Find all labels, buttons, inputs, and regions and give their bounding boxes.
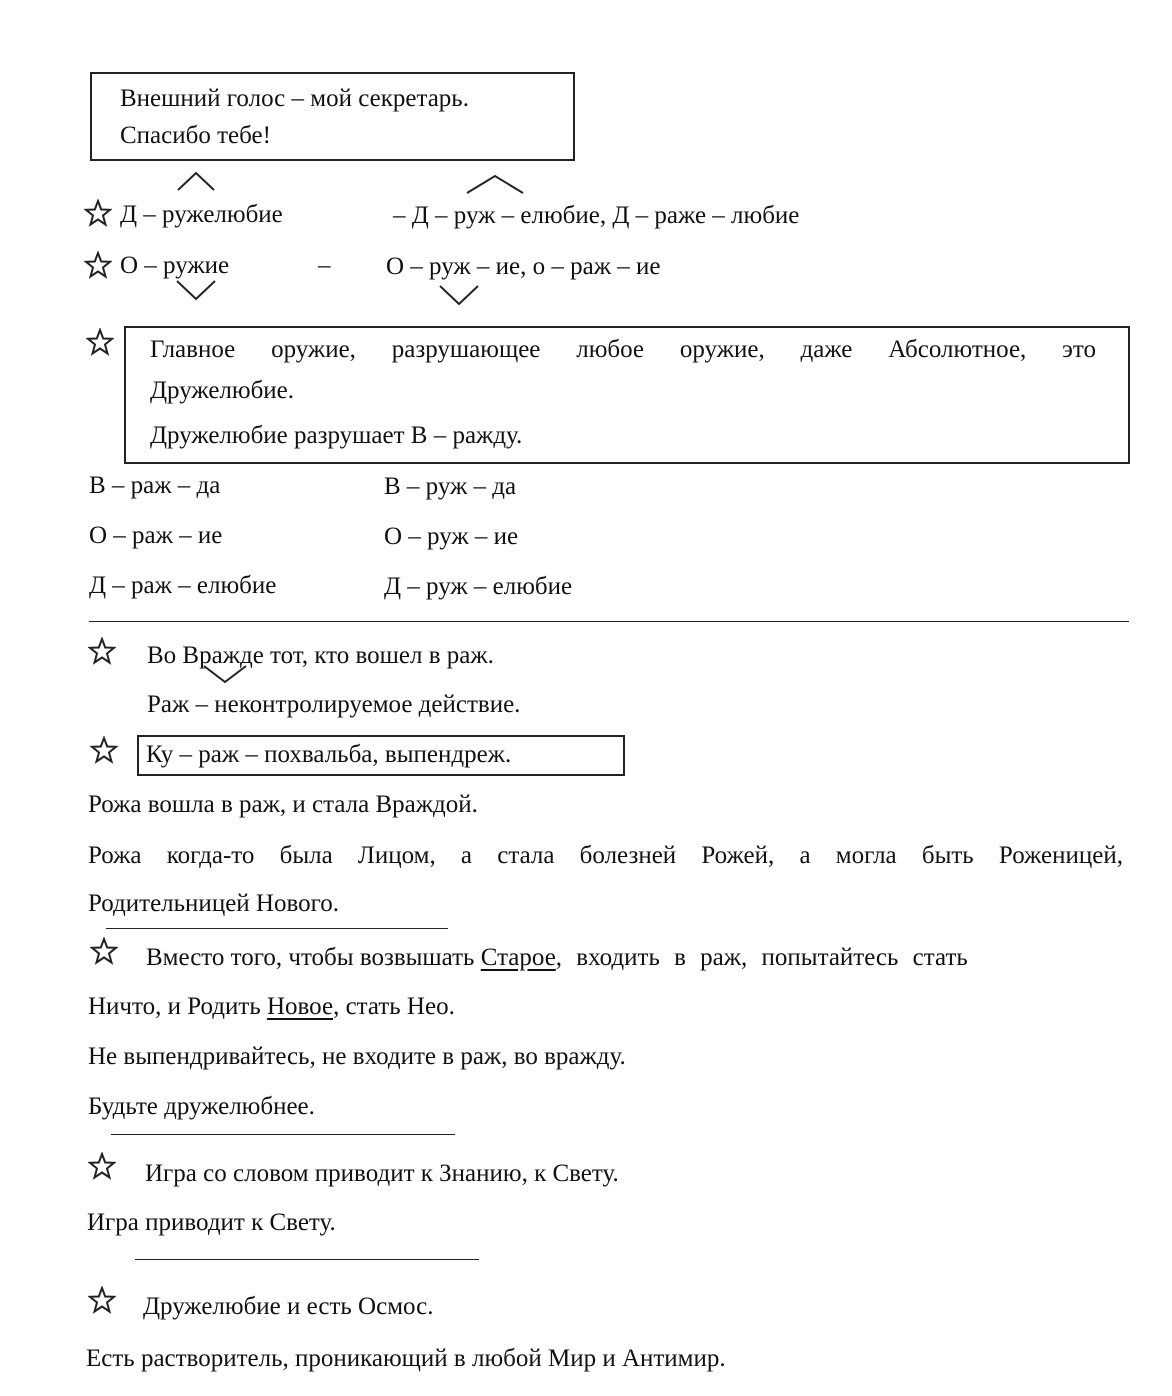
star-outline-icon [84,251,112,279]
section-divider [89,621,1129,622]
pair-left-2: О – раж – ие [89,522,223,549]
star-outline-icon [88,1152,116,1180]
short-divider [106,928,448,929]
vmesto-line-1 [146,945,1123,970]
igra-line-1: Игра со словом приводит к Знанию, к Свету. [145,1160,619,1187]
star-outline-icon [90,736,118,764]
vmesto-line-2-post: , стать Нео. [333,993,455,1020]
underlined-word-new: Новое [266,993,334,1020]
oruzh-right: О – руж – ие, о – раж – ие [386,253,661,280]
igra-line-2: Игра приводит к Свету. [87,1209,336,1236]
druzh-right: – Д – руж – елюбие, Д – раже – любие [393,202,800,229]
caret-down-mark [438,283,480,307]
intro-line-1: Внешний голос – мой секретарь. [120,85,469,112]
vrazhda-line-1: Во Вражде тот, кто вошел в раж. [147,642,494,669]
underlined-word-old: Старое [480,944,556,971]
star-outline-icon [88,1286,116,1314]
short-divider [111,1134,455,1135]
rozha-line-3: Родительницей Нового. [88,890,339,917]
star-outline-icon [86,328,114,356]
vmesto-line-1-post: , входить в раж, попытайтесь стать [555,944,968,971]
vmesto-line-4: Будьте дружелюбнее. [88,1093,315,1120]
pair-left-1: В – раж – да [89,472,221,499]
star-outline-icon [84,199,112,227]
pair-right-3: Д – руж – елюбие [384,573,573,600]
oruzh-left: О – ружие [120,252,230,279]
star-outline-icon [90,937,118,965]
pair-right-1: В – руж – да [384,473,517,500]
vmesto-line-2 [88,994,455,1019]
short-divider [135,1259,479,1260]
vmesto-line-1-pre: Вместо того, чтобы возвышать [146,944,475,971]
caret-down-mark [175,278,217,302]
kurazh-text: Ку – раж – похвальба, выпендреж. [146,741,512,768]
oruzh-dash: – [318,252,331,279]
vmesto-line-2-pre: Ничто, и Родить [88,993,261,1020]
osmos-line-2: Есть растворитель, проникающий в любой Мир и Антимир. [86,1345,726,1372]
main-weapon-line-3: Дружелюбие разрушает В – ражду. [150,422,523,449]
vrazhda-line-2: Раж – неконтролируемое действие. [147,691,521,718]
caret-up-mark [176,170,216,192]
vmesto-line-3: Не выпендривайтесь, не входите в раж, во вражду. [88,1043,626,1070]
intro-line-2: Спасибо тебе! [120,122,271,149]
osmos-line-1: Дружелюбие и есть Осмос. [143,1293,434,1320]
main-weapon-line-1: Главное оружие, разрушающее любое оружие, даже Абсолютное, это [150,336,1096,363]
main-weapon-line-2: Дружелюбие. [150,377,295,404]
rozha-line-2: Рожа когда-то была Лицом, а стала болезней Рожей, а могла быть Роженицей, [88,842,1123,869]
caret-down-mark [202,663,248,685]
druzh-left: Д – ружелюбие [120,201,283,228]
rozha-line-1: Рожа вошла в раж, и стала Враждой. [88,791,478,818]
star-outline-icon [88,637,116,665]
caret-up-mark [465,173,525,195]
pair-left-3: Д – раж – елюбие [89,572,277,599]
pair-right-2: О – руж – ие [384,523,519,550]
vmesto-line-1-text [146,945,968,970]
